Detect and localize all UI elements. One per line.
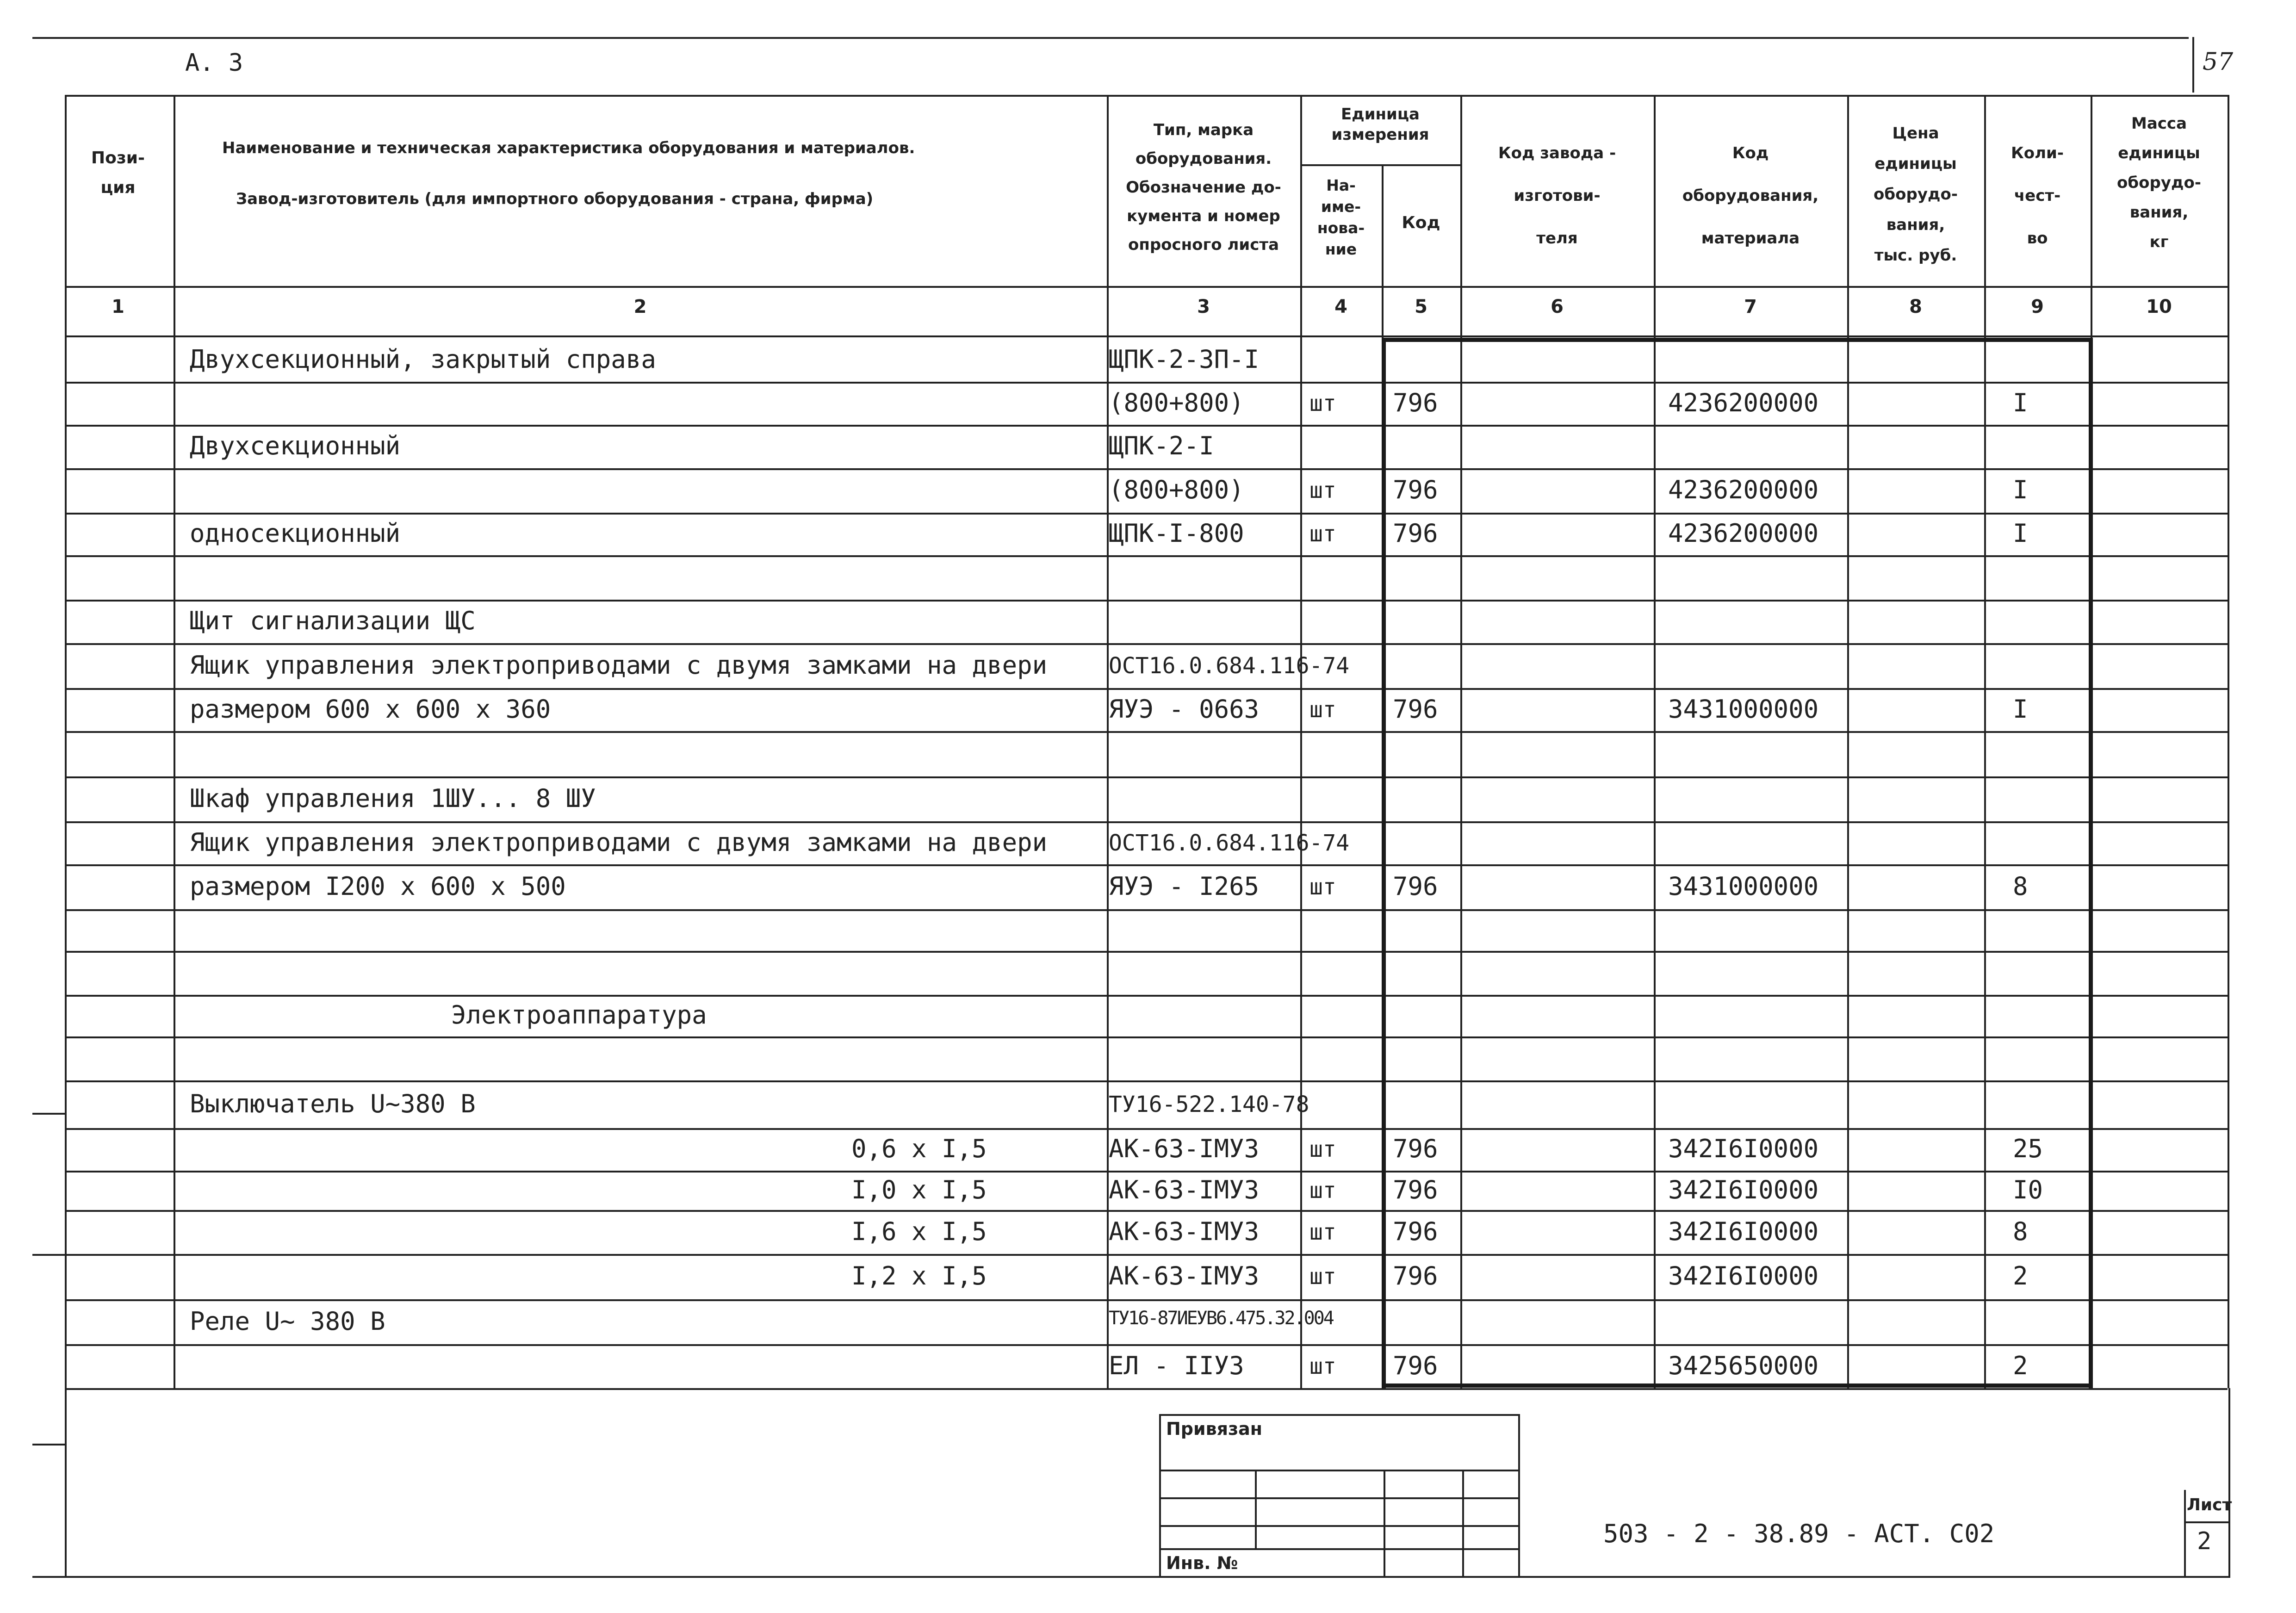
highlight-box-left	[1382, 338, 1386, 1388]
table-row-line	[65, 1299, 2228, 1301]
unit-name: шт	[1309, 521, 1336, 547]
table-top-border	[65, 95, 2228, 97]
item-name: размером I200 х 600 х 500	[190, 871, 566, 901]
unit-code: 796	[1393, 1216, 1438, 1246]
header-equipment-code: Код оборудования, материала	[1682, 144, 1819, 248]
header-type: Тип, марка оборудования. Обозначение до- кумента и номер опросного листа	[1126, 121, 1281, 254]
unit-name: шт	[1309, 1177, 1336, 1204]
header-factory-code: Код завода - изготови- теля	[1498, 144, 1616, 248]
col-number-7: 7	[1744, 296, 1757, 317]
item-type: ЕЛ - IIУЗ	[1109, 1351, 1244, 1380]
unit-split-line	[1300, 164, 1460, 166]
unit-code: 796	[1393, 519, 1438, 548]
unit-name: шт	[1309, 390, 1336, 416]
quantity: I	[2013, 388, 2028, 417]
header-quantity: Коли- чест- во	[2011, 144, 2064, 248]
equipment-code: 3431000000	[1668, 871, 1819, 901]
equipment-code: 3431000000	[1668, 694, 1819, 724]
header-name-line1: Наименование и техническая характеристика оборудования и материалов.	[222, 139, 915, 157]
equipment-code: 342I6I0000	[1668, 1216, 1819, 1246]
unit-code: 796	[1393, 388, 1438, 417]
column-line	[1654, 95, 1656, 1388]
item-type: ЯУЭ - 0663	[1109, 694, 1260, 724]
table-row-line	[65, 600, 2228, 602]
margin-tick	[32, 1254, 65, 1256]
quantity: 25	[2013, 1134, 2043, 1163]
right-frame-line	[2228, 1388, 2230, 1576]
col-number-6: 6	[1551, 296, 1564, 317]
item-name: Реле U~ 380 В	[190, 1306, 385, 1336]
quantity: I	[2013, 519, 2028, 548]
equipment-code: 342I6I0000	[1668, 1175, 1819, 1204]
table-row-line	[65, 995, 2228, 997]
unit-code: 796	[1393, 694, 1438, 724]
highlight-box-bottom	[1384, 1383, 2091, 1388]
item-type: ЩПК-I-800	[1109, 519, 1244, 548]
table-row-line	[65, 643, 2228, 645]
page-number: 57	[2203, 48, 2234, 76]
table-row-line	[65, 1171, 2228, 1173]
bound-label: Привязан	[1166, 1419, 1263, 1439]
column-line	[2228, 95, 2229, 1388]
unit-name: шт	[1309, 874, 1336, 900]
item-name: Щит сигнализации ЩС	[190, 606, 476, 635]
unit-code: 796	[1393, 1261, 1438, 1290]
item-type: ЩПК-2-I	[1109, 431, 1214, 460]
unit-name: шт	[1309, 1264, 1336, 1290]
equipment-code: 4236200000	[1668, 388, 1819, 417]
quantity: 8	[2013, 871, 2028, 901]
page-number-box	[2192, 37, 2194, 93]
col-number-2: 2	[633, 296, 647, 317]
quantity: I	[2013, 475, 2028, 504]
table-row-line	[65, 688, 2228, 690]
table-row-line	[65, 1128, 2228, 1130]
item-type: ОСТ16.0.684.116-74	[1109, 830, 1350, 856]
unit-name: шт	[1309, 696, 1336, 723]
unit-code: 796	[1393, 1351, 1438, 1380]
quantity: I0	[2013, 1175, 2043, 1204]
table-row-line	[65, 468, 2228, 470]
header-unit-code: Код	[1402, 213, 1440, 232]
unit-code: 796	[1393, 475, 1438, 504]
table-row-line	[65, 513, 2228, 515]
unit-code: 796	[1393, 1134, 1438, 1163]
table-bottom-border	[65, 1388, 2228, 1390]
equipment-code: 342I6I0000	[1668, 1261, 1819, 1290]
item-spec: I,6 х I,5	[851, 1216, 987, 1246]
table-row-line	[65, 425, 2228, 427]
table-row-line	[65, 776, 2228, 778]
item-type: ТУ16-87ИЕУВ6.475.32.004	[1109, 1307, 1333, 1329]
item-name: Выключатель U~380 В	[190, 1089, 476, 1118]
item-type: АК-63-IМУЗ	[1109, 1175, 1260, 1204]
document-code: 503 - 2 - 38.89 - АСТ. С02	[1603, 1519, 1995, 1548]
highlight-box-right	[2089, 338, 2093, 1388]
item-type: ОСТ16.0.684.116-74	[1109, 652, 1350, 679]
header-position: Пози- ция	[91, 149, 145, 197]
equipment-code: 3425650000	[1668, 1351, 1819, 1380]
header-unit: Единица измерения	[1331, 105, 1429, 144]
table-row-line	[65, 555, 2228, 557]
item-spec: 0,6 х I,5	[851, 1134, 987, 1163]
column-line	[1984, 95, 1986, 1388]
item-type: АК-63-IМУЗ	[1109, 1134, 1260, 1163]
sheet-number: 2	[2197, 1527, 2212, 1555]
item-type: ЯУЭ - I265	[1109, 871, 1260, 901]
col-number-8: 8	[1909, 296, 1922, 317]
table-row-line	[65, 1344, 2228, 1346]
header-mass: Масса единицы оборудо- вания, кг	[2117, 114, 2201, 251]
equipment-code: 4236200000	[1668, 519, 1819, 548]
unit-name: шт	[1309, 1219, 1336, 1245]
item-type: АК-63-IМУЗ	[1109, 1261, 1260, 1290]
unit-code: 796	[1393, 1175, 1438, 1204]
item-name: Двухсекционный	[190, 431, 401, 460]
item-name: Двухсекционный, закрытый справа	[190, 344, 656, 374]
sheet-label: А. 3	[185, 49, 243, 77]
column-line	[1300, 95, 1302, 1388]
col-number-10: 10	[2146, 296, 2172, 317]
header-unit-name: На- име- нова- ние	[1317, 176, 1365, 258]
item-name: Ящик управления электроприводами с двумя замками на двери	[190, 827, 1048, 857]
top-border	[32, 37, 2189, 39]
item-type: (800+800)	[1109, 388, 1244, 417]
column-line	[65, 95, 67, 1388]
item-name: размером 600 х 600 х 360	[190, 694, 551, 724]
col-number-bottom-line	[65, 335, 2228, 337]
table-row-line	[65, 1080, 2228, 1082]
item-spec: I,0 х I,5	[851, 1175, 987, 1204]
unit-name: шт	[1309, 1353, 1336, 1379]
equipment-code: 4236200000	[1668, 475, 1819, 504]
left-frame-line	[65, 1388, 67, 1576]
item-type: ТУ16-522.140-78	[1109, 1091, 1309, 1117]
item-name: Ящик управления электроприводами с двумя замками на двери	[190, 650, 1048, 680]
quantity: 2	[2013, 1351, 2028, 1380]
column-line	[1847, 95, 1849, 1388]
table-row-line	[65, 1210, 2228, 1212]
unit-name: шт	[1309, 478, 1336, 503]
item-spec: I,2 х I,5	[851, 1261, 987, 1290]
quantity: 2	[2013, 1261, 2028, 1290]
col-number-9: 9	[2031, 296, 2044, 317]
highlight-box-top	[1384, 338, 2091, 342]
unit-code: 796	[1393, 871, 1438, 901]
header-name-line2: Завод-изготовитель (для импортного оборудования - страна, фирма)	[236, 190, 874, 208]
quantity: 8	[2013, 1216, 2028, 1246]
table-row-line	[65, 1254, 2228, 1256]
quantity: I	[2013, 694, 2028, 724]
header-bottom-line	[65, 286, 2228, 288]
inventory-label: Инв. №	[1166, 1553, 1238, 1573]
item-name: Шкаф управления 1ШУ... 8 ШУ	[190, 783, 596, 813]
table-row-line	[65, 382, 2228, 384]
table-row-line	[65, 951, 2228, 953]
unit-name: шт	[1309, 1136, 1336, 1162]
column-line	[1460, 95, 1462, 1388]
table-row-line	[65, 909, 2228, 911]
col-number-4: 4	[1334, 296, 1347, 317]
table-row-line	[65, 864, 2228, 866]
item-name: односекционный	[190, 519, 401, 548]
table-row-line	[65, 821, 2228, 823]
sheet-label: Лист	[2187, 1495, 2232, 1514]
table-row-line	[65, 1036, 2228, 1038]
margin-tick	[32, 1444, 65, 1445]
table-row-line	[65, 731, 2228, 733]
section-title: Электроаппаратура	[451, 1000, 707, 1030]
bottom-border	[32, 1576, 2230, 1578]
item-type: АК-63-IМУЗ	[1109, 1216, 1260, 1246]
column-line	[174, 95, 175, 1388]
col-number-3: 3	[1197, 296, 1210, 317]
item-type: ЩПК-2-ЗП-I	[1109, 344, 1260, 374]
col-number-5: 5	[1415, 296, 1427, 317]
margin-tick	[32, 1113, 65, 1115]
header-price: Цена единицы оборудо- вания, тыс. руб.	[1874, 124, 1958, 265]
item-type: (800+800)	[1109, 475, 1244, 504]
col-number-1: 1	[112, 296, 124, 317]
equipment-code: 342I6I0000	[1668, 1134, 1819, 1163]
